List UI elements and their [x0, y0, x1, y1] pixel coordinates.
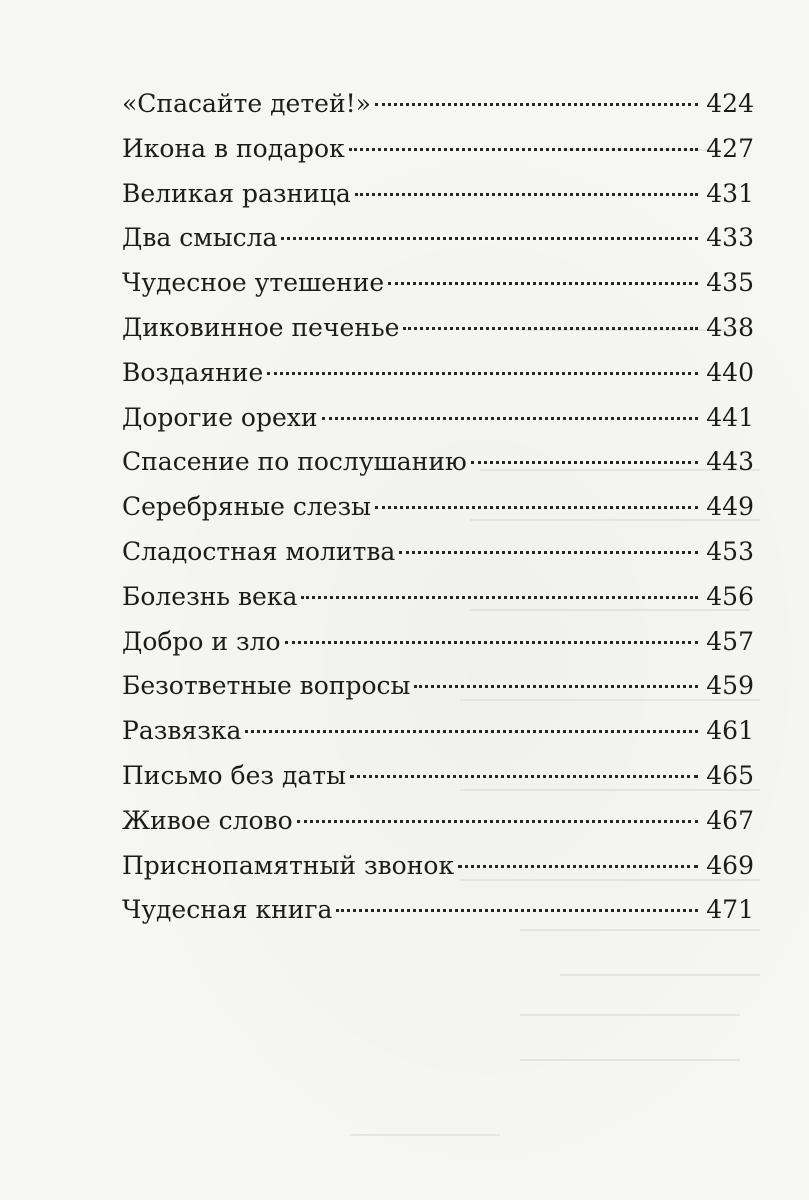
toc-entry-title: Чудесное утешение	[122, 268, 385, 298]
toc-entry	[122, 888, 754, 933]
toc-entry-page: 471	[706, 895, 754, 925]
dot-leader	[350, 775, 698, 778]
toc-entry-title: Безответные вопросы	[122, 671, 411, 701]
dot-leader	[458, 865, 698, 868]
dot-leader	[349, 148, 699, 151]
toc-entry-page: 461	[706, 716, 754, 746]
toc-entry	[122, 709, 754, 754]
toc-entry-title: Великая разница	[122, 178, 351, 208]
toc-entry-page: 427	[706, 133, 754, 163]
dot-leader	[245, 730, 698, 733]
toc-entry-title: Приснопамятный звонок	[122, 850, 455, 880]
toc-entry-page: 438	[706, 312, 754, 342]
dot-leader	[471, 461, 699, 464]
toc-entry	[122, 82, 754, 127]
toc-entry	[122, 799, 754, 844]
dot-leader	[403, 327, 698, 330]
toc-entry-title: Икона в подарок	[122, 133, 345, 163]
toc-entry-title: Спасение по послушанию	[122, 447, 467, 477]
toc-entry-page: 453	[706, 536, 754, 566]
toc-entry-title: Письмо без даты	[122, 760, 346, 790]
toc-entry-page: 431	[706, 178, 754, 208]
dot-leader	[267, 372, 698, 375]
dot-leader	[399, 551, 698, 554]
toc-entry-page: 467	[706, 805, 754, 835]
toc-entry	[122, 844, 754, 889]
toc-entry-title: Дорогие орехи	[122, 402, 318, 432]
toc-entry-title: Живое слово	[122, 805, 293, 835]
toc-entry-title: Сладостная молитва	[122, 536, 396, 566]
toc-entry-page: 441	[706, 402, 754, 432]
dot-leader	[388, 282, 698, 285]
toc-entry-page: 469	[706, 850, 754, 880]
toc-entry	[122, 306, 754, 351]
toc-entry	[122, 530, 754, 575]
table-of-contents	[122, 82, 754, 933]
toc-entry	[122, 396, 754, 441]
toc-entry-title: Воздаяние	[122, 357, 264, 387]
dot-leader	[336, 909, 698, 912]
toc-entry-title: Добро и зло	[122, 626, 281, 656]
toc-entry-title: Развязка	[122, 716, 242, 746]
toc-entry	[122, 485, 754, 530]
toc-entry	[122, 664, 754, 709]
toc-entry-page: 424	[706, 89, 754, 118]
toc-entry-title: Болезнь века	[122, 581, 298, 611]
toc-entry-page: 449	[706, 492, 754, 522]
toc-entry	[122, 754, 754, 799]
toc-entry-page: 457	[706, 626, 754, 656]
toc-entry-title: Диковинное печенье	[122, 312, 400, 342]
toc-entry-page: 443	[706, 447, 754, 477]
dot-leader	[414, 685, 698, 688]
toc-entry-page: 435	[706, 268, 754, 298]
dot-leader	[297, 820, 699, 823]
toc-entry	[122, 575, 754, 620]
toc-entry-title: Чудесная книга	[122, 895, 333, 925]
dot-leader	[355, 193, 698, 196]
toc-entry-title: Серебряные слезы	[122, 492, 372, 522]
toc-entry-page: 440	[706, 357, 754, 387]
dot-leader	[375, 103, 698, 106]
toc-entry	[122, 351, 754, 396]
toc-entry-page: 456	[706, 581, 754, 611]
dot-leader	[301, 596, 698, 599]
toc-entry	[122, 216, 754, 261]
toc-entry	[122, 172, 754, 217]
dot-leader	[285, 641, 699, 644]
toc-entry	[122, 127, 754, 172]
toc-entry-page: 459	[706, 671, 754, 701]
toc-entry	[122, 620, 754, 665]
dot-leader	[375, 506, 698, 509]
toc-entry-title: «Спасайте детей!»	[122, 89, 371, 118]
toc-entry-page: 433	[706, 223, 754, 253]
toc-entry	[122, 261, 754, 306]
dot-leader	[322, 417, 699, 420]
dot-leader	[281, 237, 698, 240]
toc-entry	[122, 440, 754, 485]
toc-entry-page: 465	[706, 760, 754, 790]
toc-entry-title: Два смысла	[122, 223, 278, 253]
